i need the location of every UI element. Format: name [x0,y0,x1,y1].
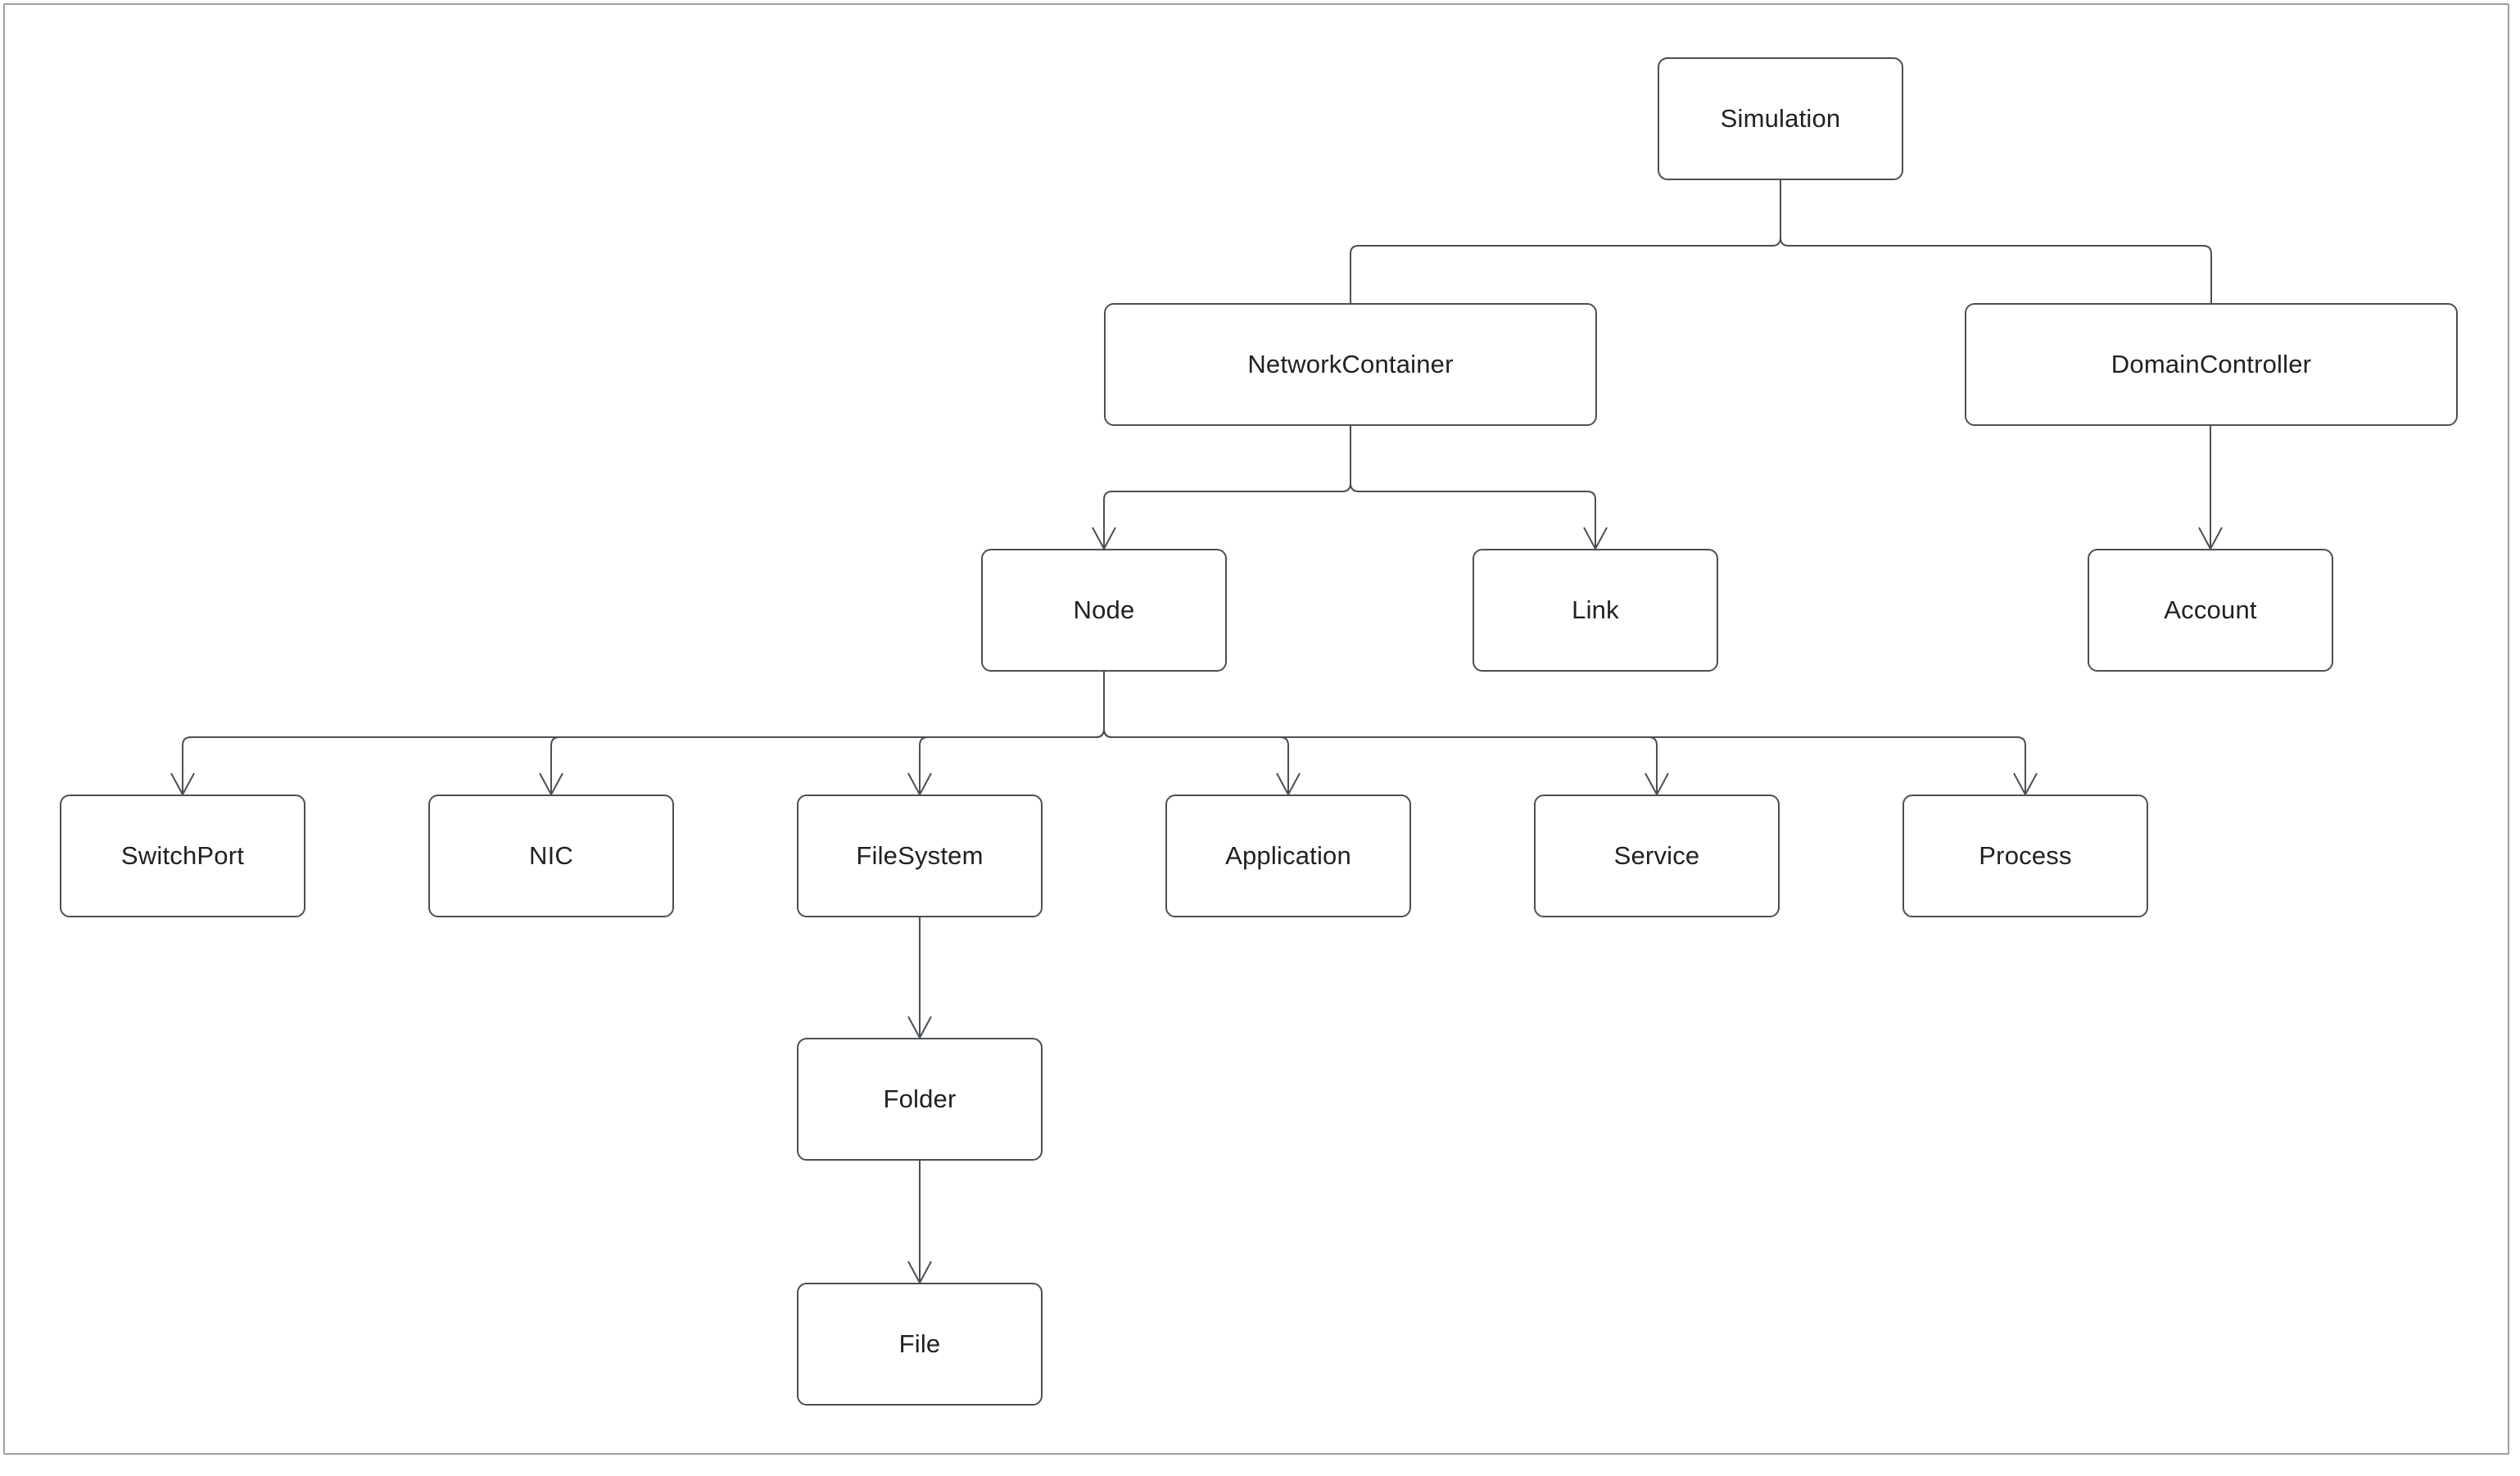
node-label: Link [1572,595,1619,624]
node-file[interactable] [797,1283,1043,1406]
node-nic[interactable] [428,795,674,917]
node-switchport[interactable] [60,795,305,917]
diagram-frame [3,3,2509,1455]
node-label: Application [1225,841,1351,870]
node-label: Process [1979,841,2072,870]
node-label: Folder [883,1084,957,1113]
node-label: SwitchPort [120,841,245,870]
node-account[interactable] [2088,549,2333,672]
node-folder[interactable] [797,1038,1043,1161]
node-filesystem[interactable] [797,795,1043,917]
node-simulation[interactable] [1658,57,1903,180]
node-label: Account [2164,595,2257,624]
node-label: NIC [529,841,573,870]
node-label: DomainController [2111,350,2312,378]
node-label: FileSystem [856,841,984,870]
node-service[interactable] [1534,795,1780,917]
node-label: Simulation [1720,104,1841,133]
node-node[interactable] [981,549,1227,672]
node-network-container[interactable] [1104,303,1597,426]
node-label: Node [1073,595,1135,624]
node-label: Service [1613,841,1700,870]
node-link[interactable] [1473,549,1718,672]
node-label: File [898,1329,941,1358]
node-application[interactable] [1165,795,1411,917]
node-process[interactable] [1902,795,2148,917]
node-label: NetworkContainer [1247,350,1454,378]
node-domain-controller[interactable] [1965,303,2458,426]
